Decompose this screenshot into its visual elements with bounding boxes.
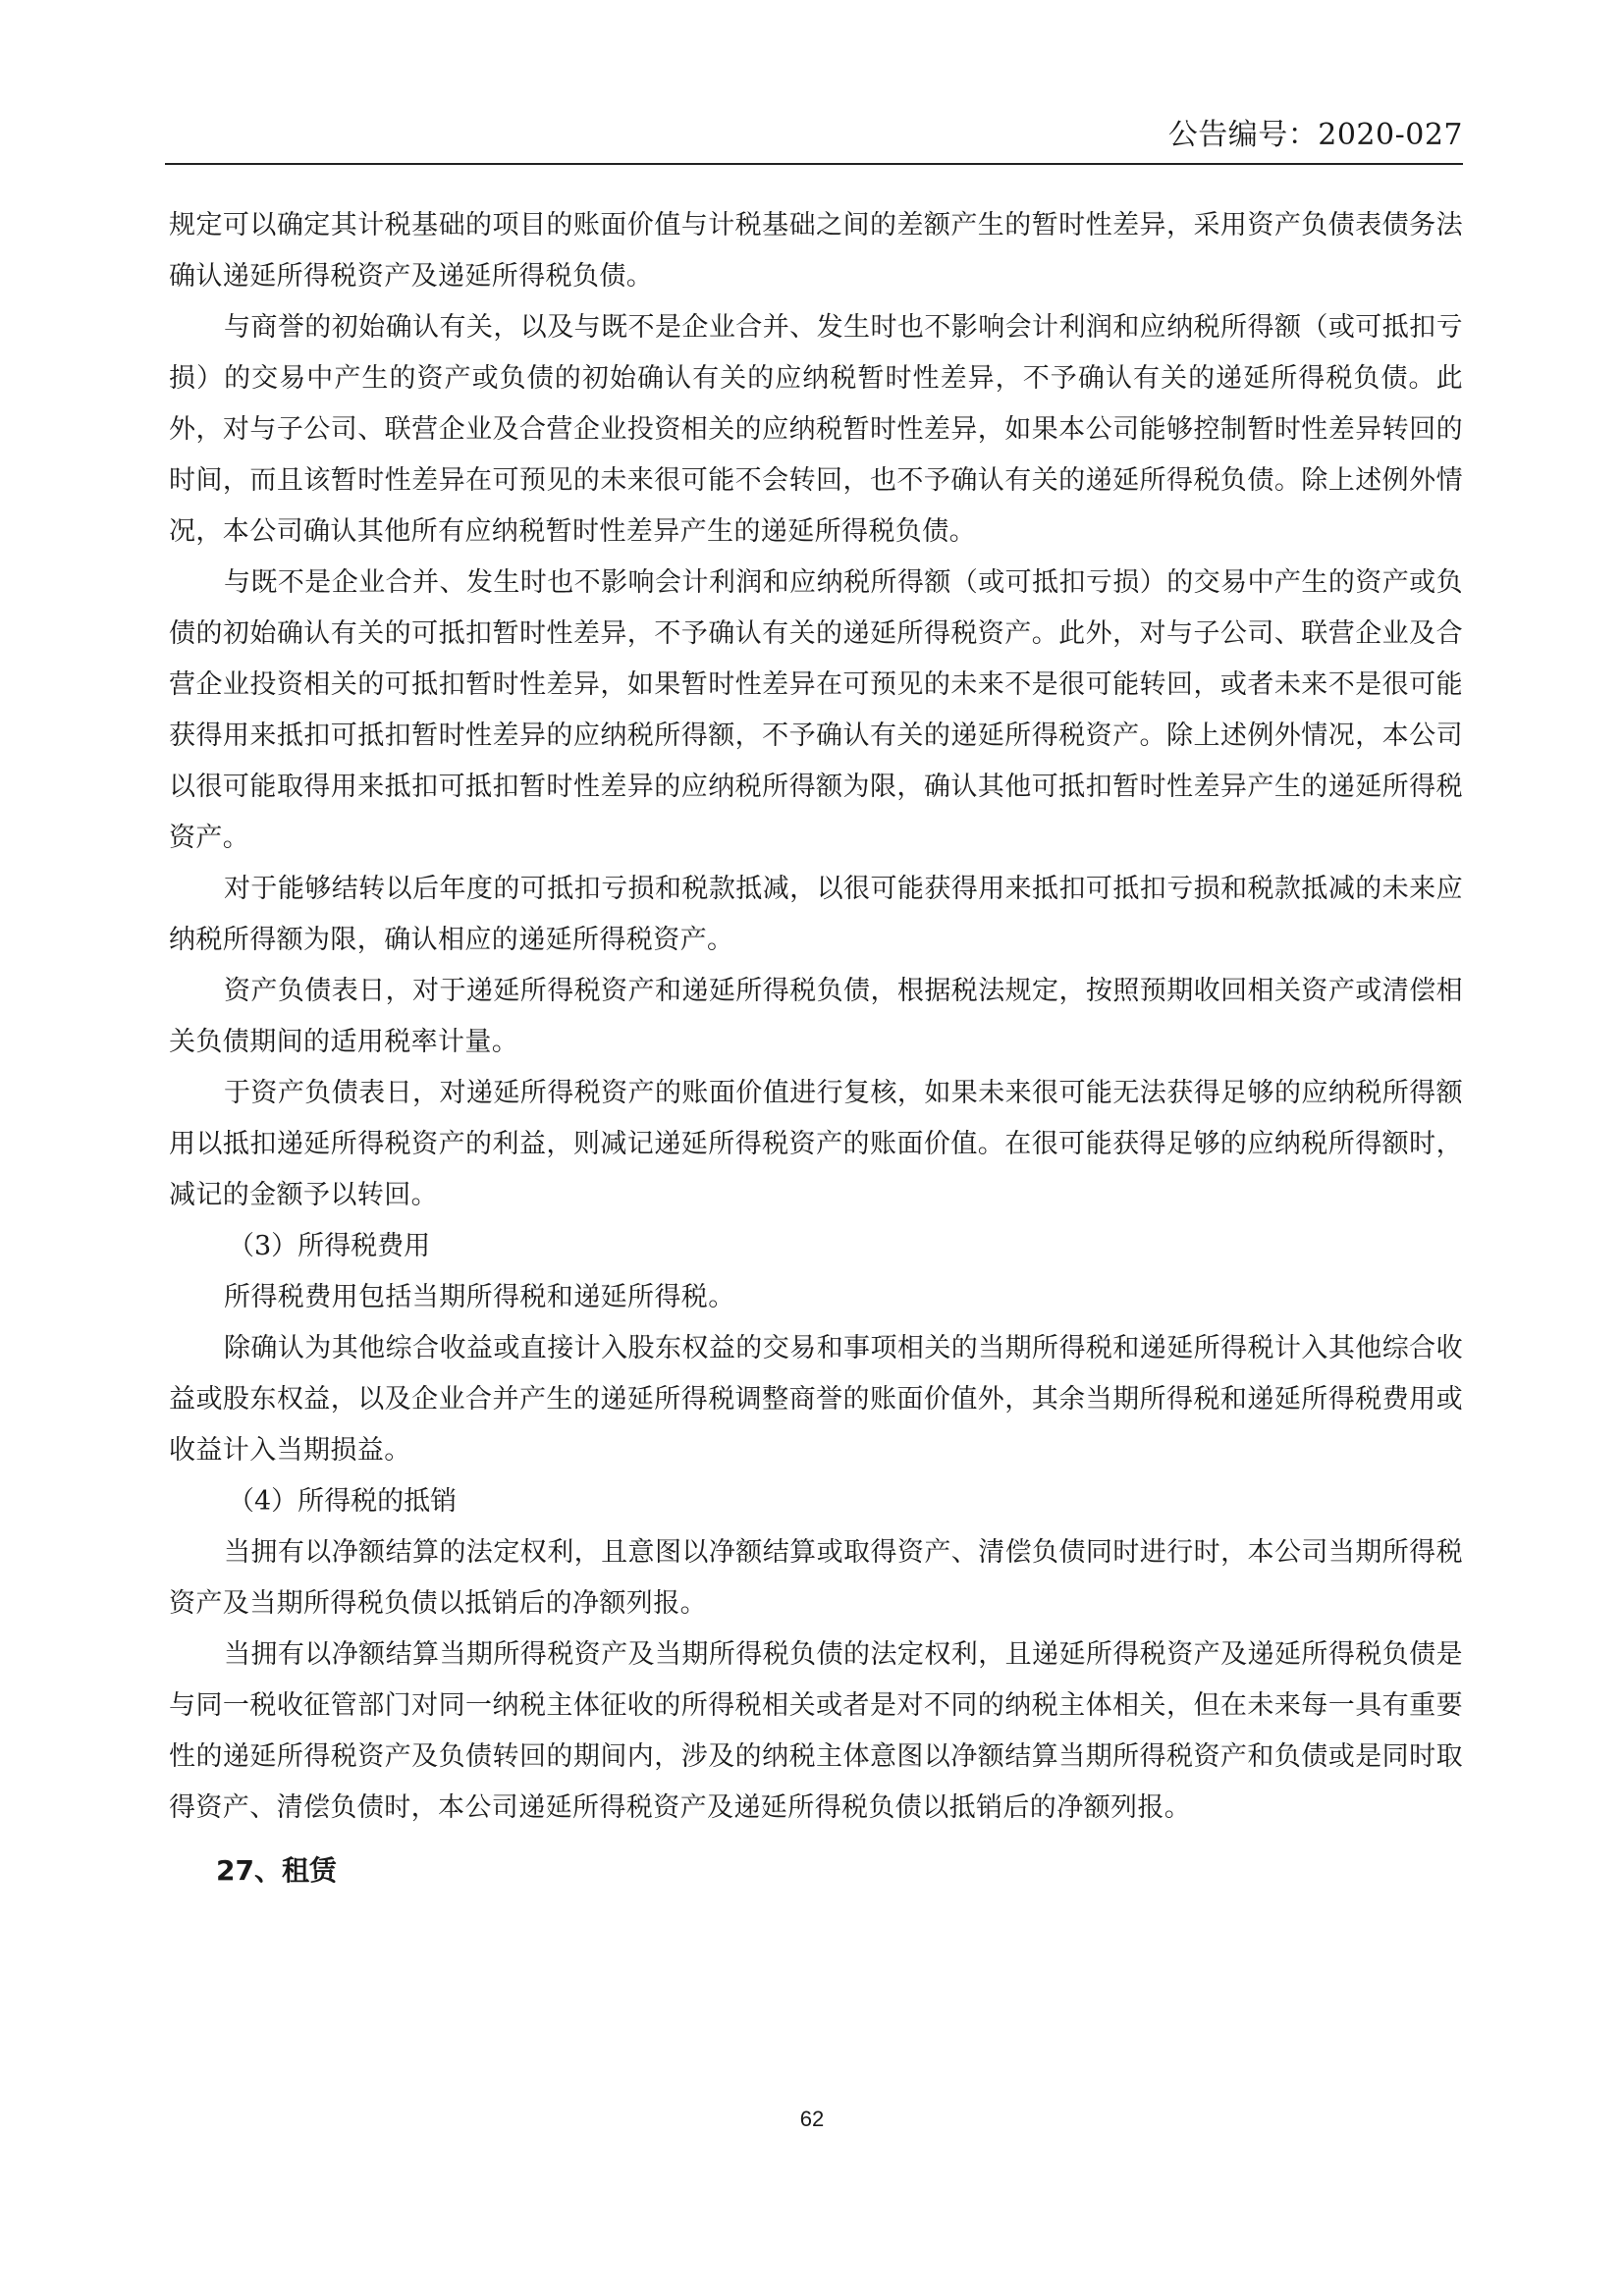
page-header (165, 116, 1463, 165)
paragraph-review: 于资产负债表日，对递延所得税资产的账面价值进行复核，如果未来很可能无法获得足够的应纳税所得额用以抵扣递延所得税资产的利益，则减记递延所得税资产的账面价值。在很可能获得足够的应纳税所得额时，减记的金额予以转回。 (169, 1078, 1463, 1210)
paragraph-deferred-tax-offset: 当拥有以净额结算当期所得税资产及当期所得税负债的法定权利，且递延所得税资产及递延所得税负债是与同一税收征管部门对同一纳税主体征收的所得税相关或者是对不同的纳税主体相关，但在未来每一具有重要性的递延所得税资产及负债转回的期间内，涉及的纳税主体意图以净额结算当期所得税资产和负债或是同时取得资产、清偿负债时，本公司递延所得税资产及递延所得税负债以抵销后的净额列报。 (169, 1639, 1463, 1823)
paragraph-measurement: 资产负债表日，对于递延所得税资产和递延所得税负债，根据税法规定，按照预期收回相关资产或清偿相关负债期间的适用税率计量。 (169, 976, 1463, 1057)
subheading-income-tax-offset: （4）所得税的抵销 (228, 1486, 458, 1517)
page-number: 62 (799, 2107, 825, 2131)
paragraph-income-tax-expense: 所得税费用包括当期所得税和递延所得税。 (224, 1282, 735, 1312)
subheading-income-tax-expense: （3）所得税费用 (228, 1231, 431, 1261)
paragraph-continuation: 规定可以确定其计税基础的项目的账面价值与计税基础之间的差额产生的暂时性差异，采用资产负债表债务法确认递延所得税资产及递延所得税负债。 (169, 210, 1463, 292)
paragraph-taxable-temporary-differences: 与商誉的初始确认有关，以及与既不是企业合并、发生时也不影响会计利润和应纳税所得额（或可抵扣亏损）的交易中产生的资产或负债的初始确认有关的应纳税暂时性差异，不予确认有关的递延所得税负债。此外，对与子公司、联营企业及合营企业投资相关的应纳税暂时性差异，如果本公司能够控制暂时性差异转回的时间，而且该暂时性差异在可预见的未来很可能不会转回，也不予确认有关的递延所得税负债。除上述例外情况，本公司确认其他所有应纳税暂时性差异产生的递延所得税负债。 (169, 312, 1463, 547)
paragraph-income-tax-recognition: 除确认为其他综合收益或直接计入股东权益的交易和事项相关的当期所得税和递延所得税计入其他综合收益或股东权益，以及企业合并产生的递延所得税调整商誉的账面价值外，其余当期所得税和递延所得税费用或收益计入当期损益。 (169, 1333, 1463, 1466)
paragraph-deductible-losses: 对于能够结转以后年度的可抵扣亏损和税款抵减，以很可能获得用来抵扣可抵扣亏损和税款抵减的未来应纳税所得额为限，确认相应的递延所得税资产。 (169, 874, 1463, 955)
paragraph-deductible-temporary-differences: 与既不是企业合并、发生时也不影响会计利润和应纳税所得额（或可抵扣亏损）的交易中产生的资产或负债的初始确认有关的可抵扣暂时性差异，不予确认有关的递延所得税资产。此外，对与子公司、联营企业及合营企业投资相关的可抵扣暂时性差异，如果暂时性差异在可预见的未来不是很可能转回，或者未来不是很可能获得用来抵扣可抵扣暂时性差异的应纳税所得额，不予确认有关的递延所得税资产。除上述例外情况，本公司以很可能取得用来抵扣可抵扣暂时性差异的应纳税所得额为限，确认其他可抵扣暂时性差异产生的递延所得税资产。 (169, 567, 1463, 853)
section-heading-leases: 27、租赁 (216, 1854, 337, 1887)
document-body (169, 200, 1463, 1896)
announcement-number: 公告编号：2020-027 (1167, 118, 1463, 152)
paragraph-current-tax-offset: 当拥有以净额结算的法定权利，且意图以净额结算或取得资产、清偿负债同时进行时，本公司当期所得税资产及当期所得税负债以抵销后的净额列报。 (169, 1537, 1463, 1619)
